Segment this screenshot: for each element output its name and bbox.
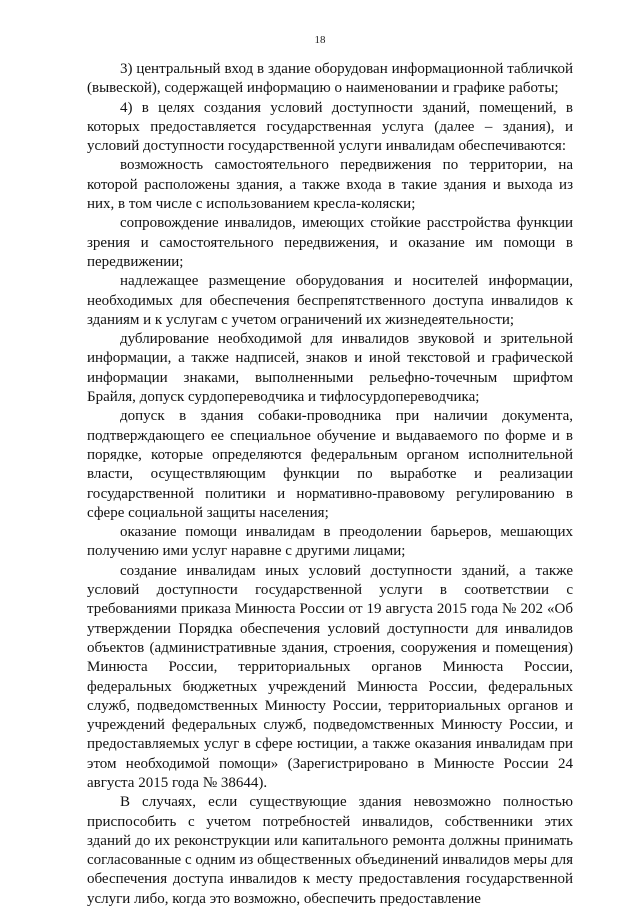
paragraph-other-conditions: создание инвалидам иных условий доступности зданий, а также условий доступности государственной услуги в соответствии с требованиями приказа Минюста России от 19 августа 2015 года № 202 «Об утверждении Порядка обеспечения условий доступности для инвалидов объектов (административные здания, строения, сооружения и помещения) Минюста России, территориальных органов Минюста России, федеральных бюджетных учреждений Минюста России, федеральных служб, подведомственных Минюсту России, территориальных органов и учреждений федеральных служб, подведомственных Минюсту России, и предоставляемых услуг в сфере юстиции, а также оказания инвалидам при этом необходимой помощи» (Зарегистрировано в Минюсте России 24 августа 2015 года № 38644).: [87, 562, 573, 791]
paragraph-entrance-signage: 3) центральный вход в здание оборудован информационной табличкой (вывеской), содержащей информацию о наименовании и графике работы;: [87, 61, 573, 97]
paragraph-existing-buildings: В случаях, если существующие здания невозможно полностью приспособить с учетом потребностей инвалидов, собственники этих зданий до их реконструкции или капитального ремонта должны принимать согласованные с одним из общественных объединений инвалидов меры для обеспечения доступа инвалидов к месту предоставления государственной услуги либо, когда это возможно, обеспечить предоставление: [87, 794, 573, 907]
paragraph-escort-assistance: сопровождение инвалидов, имеющих стойкие расстройства функции зрения и самостоятельного передвижения, и оказание им помощи в передвижении;: [87, 215, 573, 270]
paragraph-barrier-assistance: оказание помощи инвалидам в преодолении барьеров, мешающих получению ими услуг наравне с другими лицами;: [87, 524, 573, 560]
paragraph-equipment-placement: надлежащее размещение оборудования и носителей информации, необходимых для обеспечения беспрепятственного доступа инвалидов к зданиям и к услугам с учетом ограничений их жизнедеятельности;: [87, 273, 573, 328]
paragraph-independent-movement: возможность самостоятельного передвижения по территории, на которой расположены здания, а также входа в такие здания и выхода из них, в том числе с использованием кресла-коляски;: [87, 157, 573, 213]
document-body: [87, 60, 573, 909]
paragraph-accessibility-conditions: 4) в целях создания условий доступности зданий, помещений, в которых предоставляется государственная услуга (далее – здания), и условий доступности государственной услуги инвалидам обеспечиваются:: [87, 99, 573, 155]
paragraph-information-duplication: дублирование необходимой для инвалидов звуковой и зрительной информации, а также надписей, знаков и иной текстовой и графической информации знаками, выполненными рельефно-точечным шрифтом Брайля, допуск сурдопереводчика и тифлосурдопереводчика;: [87, 331, 573, 406]
page-number: 18: [314, 34, 326, 46]
paragraph-guide-dog-admission: допуск в здания собаки-проводника при наличии документа, подтверждающего ее специальное обучение и выдаваемого по форме и в порядке, которые определяются федеральным органом исполнительной власти, осуществляющим функции по выработке и реализации государственной политики и нормативно-правовому регулированию в сфере социальной защиты населения;: [87, 408, 573, 521]
